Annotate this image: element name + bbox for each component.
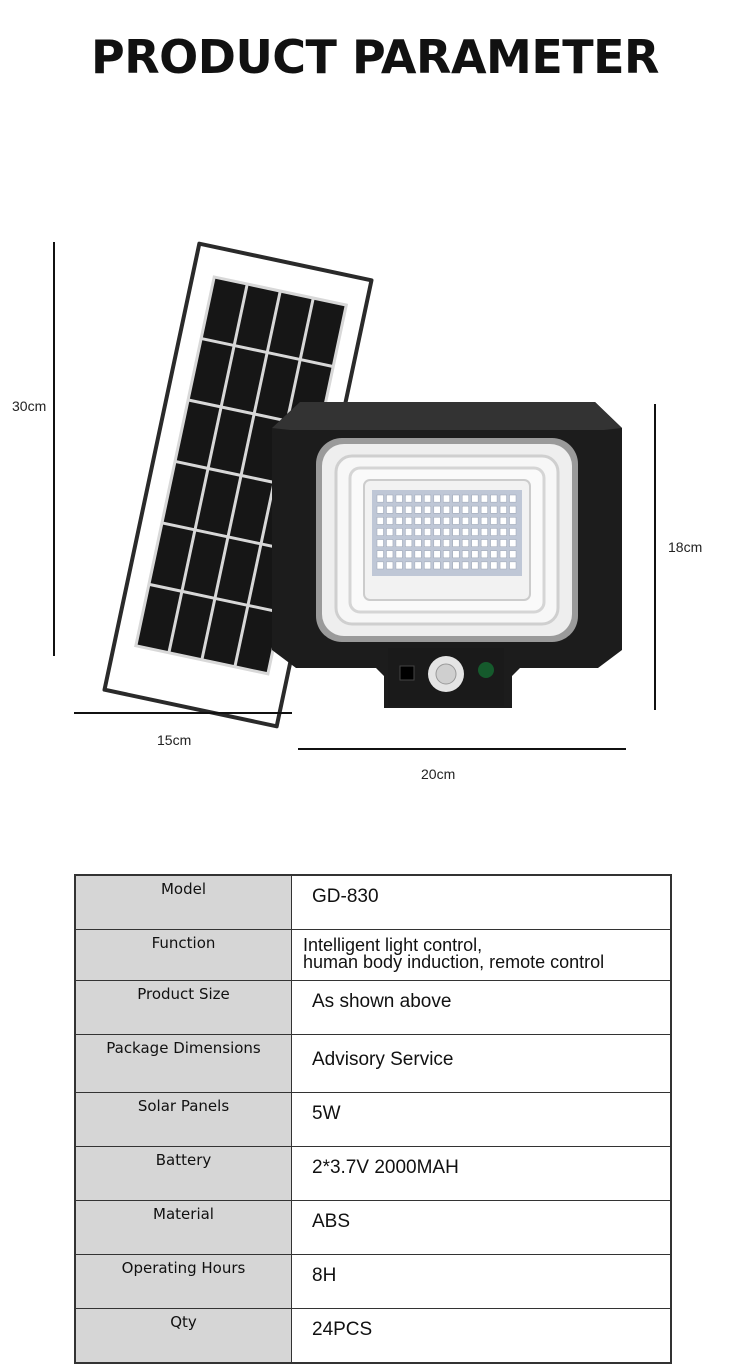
led-chip bbox=[443, 562, 449, 569]
table-row bbox=[75, 930, 671, 981]
led-chip bbox=[405, 495, 411, 502]
spec-label: Battery bbox=[75, 1147, 292, 1201]
table-row bbox=[75, 1255, 671, 1309]
spec-table bbox=[74, 874, 672, 1364]
led-chip bbox=[500, 517, 506, 524]
led-chip bbox=[405, 540, 411, 547]
led-chip bbox=[424, 562, 430, 569]
led-chip bbox=[434, 540, 440, 547]
led-chip bbox=[481, 506, 487, 513]
led-chip bbox=[377, 517, 383, 524]
led-chip bbox=[510, 540, 516, 547]
led-chip bbox=[415, 517, 421, 524]
led-chip bbox=[443, 528, 449, 535]
led-chip bbox=[396, 551, 402, 558]
led-chip bbox=[434, 517, 440, 524]
led-chip bbox=[453, 540, 459, 547]
led-chip bbox=[510, 528, 516, 535]
led-chip bbox=[386, 506, 392, 513]
led-chip bbox=[434, 528, 440, 535]
led-chip bbox=[510, 495, 516, 502]
led-chip bbox=[405, 528, 411, 535]
led-chip bbox=[472, 540, 478, 547]
led-chip bbox=[510, 517, 516, 524]
led-chip bbox=[500, 506, 506, 513]
spec-label: Function bbox=[75, 930, 292, 981]
light-height-label: 18cm bbox=[668, 539, 703, 555]
led-chip bbox=[491, 540, 497, 547]
led-chip bbox=[491, 528, 497, 535]
led-chip bbox=[424, 517, 430, 524]
spec-value-line-1: Intelligent light control, bbox=[303, 935, 483, 955]
led-chip bbox=[491, 506, 497, 513]
led-chip bbox=[443, 506, 449, 513]
led-chip bbox=[462, 528, 468, 535]
table-row bbox=[75, 981, 671, 1035]
led-chip bbox=[386, 517, 392, 524]
led-chip bbox=[424, 551, 430, 558]
led-chip bbox=[386, 495, 392, 502]
led-chip bbox=[443, 551, 449, 558]
panel-width-label: 15cm bbox=[157, 732, 192, 748]
led-chip bbox=[472, 528, 478, 535]
led-chip bbox=[491, 495, 497, 502]
led-chip bbox=[434, 551, 440, 558]
spec-value: 8H bbox=[292, 1255, 672, 1309]
spec-label: Operating Hours bbox=[75, 1255, 292, 1309]
led-chip bbox=[405, 506, 411, 513]
led-chip bbox=[377, 562, 383, 569]
led-chip bbox=[443, 540, 449, 547]
led-chip bbox=[386, 540, 392, 547]
led-chip bbox=[481, 562, 487, 569]
led-chip bbox=[500, 562, 506, 569]
led-chip bbox=[481, 551, 487, 558]
led-chip bbox=[424, 506, 430, 513]
table-row bbox=[75, 1201, 671, 1255]
led-chip bbox=[453, 506, 459, 513]
spec-value: Advisory Service bbox=[292, 1035, 672, 1093]
led-chip bbox=[453, 495, 459, 502]
led-chip bbox=[481, 528, 487, 535]
spec-value: GD-830 bbox=[292, 875, 672, 930]
flood-light-image bbox=[272, 402, 622, 708]
led-chip bbox=[386, 551, 392, 558]
led-chip bbox=[462, 495, 468, 502]
led-chip bbox=[434, 495, 440, 502]
light-width-label: 20cm bbox=[421, 766, 456, 782]
led-chip bbox=[453, 562, 459, 569]
led-chip bbox=[462, 506, 468, 513]
spec-label: Material bbox=[75, 1201, 292, 1255]
table-row bbox=[75, 1035, 671, 1093]
led-chip bbox=[472, 562, 478, 569]
led-chip bbox=[472, 517, 478, 524]
led-chip bbox=[500, 540, 506, 547]
led-chip bbox=[424, 528, 430, 535]
led-chip bbox=[510, 562, 516, 569]
led-chip bbox=[472, 506, 478, 513]
led-chip bbox=[472, 551, 478, 558]
led-chip bbox=[443, 495, 449, 502]
led-chip bbox=[396, 517, 402, 524]
led-chip bbox=[377, 551, 383, 558]
led-chip bbox=[386, 562, 392, 569]
led-chip bbox=[424, 540, 430, 547]
table-row bbox=[75, 1147, 671, 1201]
led-chip bbox=[453, 517, 459, 524]
led-chip bbox=[405, 517, 411, 524]
led-chip bbox=[396, 540, 402, 547]
spec-value: 24PCS bbox=[292, 1309, 672, 1364]
led-chip bbox=[415, 506, 421, 513]
led-chip bbox=[415, 540, 421, 547]
table-row bbox=[75, 1309, 671, 1364]
led-chip bbox=[377, 540, 383, 547]
spec-value: 2*3.7V 2000MAH bbox=[292, 1147, 672, 1201]
spec-label: Solar Panels bbox=[75, 1093, 292, 1147]
led-chip bbox=[415, 551, 421, 558]
led-chip bbox=[491, 562, 497, 569]
led-chip bbox=[415, 495, 421, 502]
led-chip bbox=[415, 528, 421, 535]
led-chip bbox=[377, 495, 383, 502]
spec-label: Qty bbox=[75, 1309, 292, 1364]
led-chip bbox=[424, 495, 430, 502]
spec-label: Product Size bbox=[75, 981, 292, 1035]
spec-value: ABS bbox=[292, 1201, 672, 1255]
led-chip bbox=[462, 517, 468, 524]
led-chip bbox=[481, 540, 487, 547]
panel-height-label: 30cm bbox=[12, 398, 47, 414]
led-chip bbox=[491, 517, 497, 524]
led-chip bbox=[500, 528, 506, 535]
led-chip bbox=[396, 562, 402, 569]
led-chip bbox=[405, 551, 411, 558]
led-chip bbox=[462, 551, 468, 558]
led-chip bbox=[443, 517, 449, 524]
led-chip bbox=[491, 551, 497, 558]
spec-label: Model bbox=[75, 875, 292, 930]
led-chip bbox=[481, 517, 487, 524]
table-row bbox=[75, 1093, 671, 1147]
led-chip bbox=[434, 562, 440, 569]
led-chip bbox=[396, 506, 402, 513]
spec-value bbox=[292, 930, 672, 981]
led-chip bbox=[434, 506, 440, 513]
led-chip bbox=[510, 506, 516, 513]
led-chip bbox=[453, 551, 459, 558]
led-chip bbox=[472, 495, 478, 502]
spec-label: Package Dimensions bbox=[75, 1035, 292, 1093]
led-chip bbox=[396, 495, 402, 502]
spec-value: As shown above bbox=[292, 981, 672, 1035]
spec-value-line-2: human body induction, remote control bbox=[303, 952, 605, 972]
led-chip bbox=[396, 528, 402, 535]
led-chip bbox=[462, 562, 468, 569]
led-chip bbox=[377, 528, 383, 535]
led-chip bbox=[500, 495, 506, 502]
led-chip bbox=[386, 528, 392, 535]
led-chip bbox=[510, 551, 516, 558]
led-chip bbox=[405, 562, 411, 569]
led-chip bbox=[415, 562, 421, 569]
led-chip bbox=[462, 540, 468, 547]
led-chip bbox=[377, 506, 383, 513]
led-chip bbox=[481, 495, 487, 502]
spec-value: 5W bbox=[292, 1093, 672, 1147]
led-chip bbox=[500, 551, 506, 558]
table-row bbox=[75, 875, 671, 930]
led-chip bbox=[453, 528, 459, 535]
page-title: PRODUCT PARAMETER bbox=[91, 30, 659, 84]
